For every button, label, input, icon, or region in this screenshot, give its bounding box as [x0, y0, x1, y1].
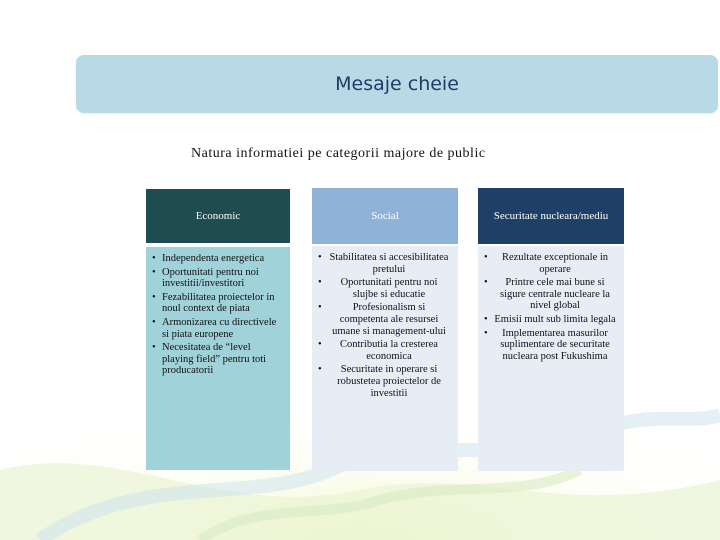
list-item: • Stabilitatea si accesibilitatea pretului [318, 252, 450, 275]
list-item: • Independenta energetica [152, 253, 282, 265]
column-header-social [312, 188, 458, 244]
list-item: • Oportunitati pentru noi slujbe si educatie [318, 277, 450, 300]
list-item: • Necesitatea de “level playing field” pentru toti producatorii [152, 342, 282, 377]
list-item: • Profesionalism si competenta ale resursei umane si management-ului [318, 302, 450, 337]
column-header-label: Economic [195, 210, 241, 222]
list-item: • Armonizarea cu directivele si piata europene [152, 317, 282, 340]
list-item: • Securitate in operare si robustetea proiectelor de investitii [318, 364, 450, 399]
list-item: • Printre cele mai bune si sigure centrale nucleare la nivel global [484, 277, 616, 312]
column-header-economic [145, 188, 291, 244]
title-bar [76, 55, 718, 113]
column-header-security [478, 188, 624, 244]
list-item: • Emisii mult sub limita legala [484, 314, 616, 326]
column-header-label: Social [371, 210, 399, 222]
column-body-security [478, 246, 624, 471]
slide-subtitle: Natura informatiei pe categorii majore de public [191, 146, 486, 161]
list-item: • Fezabilitatea proiectelor in noul context de piata [152, 292, 282, 315]
list-item: • Oportunitati pentru noi investitii/investitori [152, 267, 282, 290]
list-item: • Contributia la cresterea economica [318, 339, 450, 362]
column-body-economic [145, 246, 291, 471]
list-item: • Implementarea masurilor suplimentare de securitate nucleara post Fukushima [484, 328, 616, 363]
list-item: • Rezultate exceptionale in operare [484, 252, 616, 275]
column-header-label: Securitate nucleara/mediu [493, 210, 609, 222]
column-body-social [312, 246, 458, 471]
slide-title: Mesaje cheie [335, 73, 459, 95]
